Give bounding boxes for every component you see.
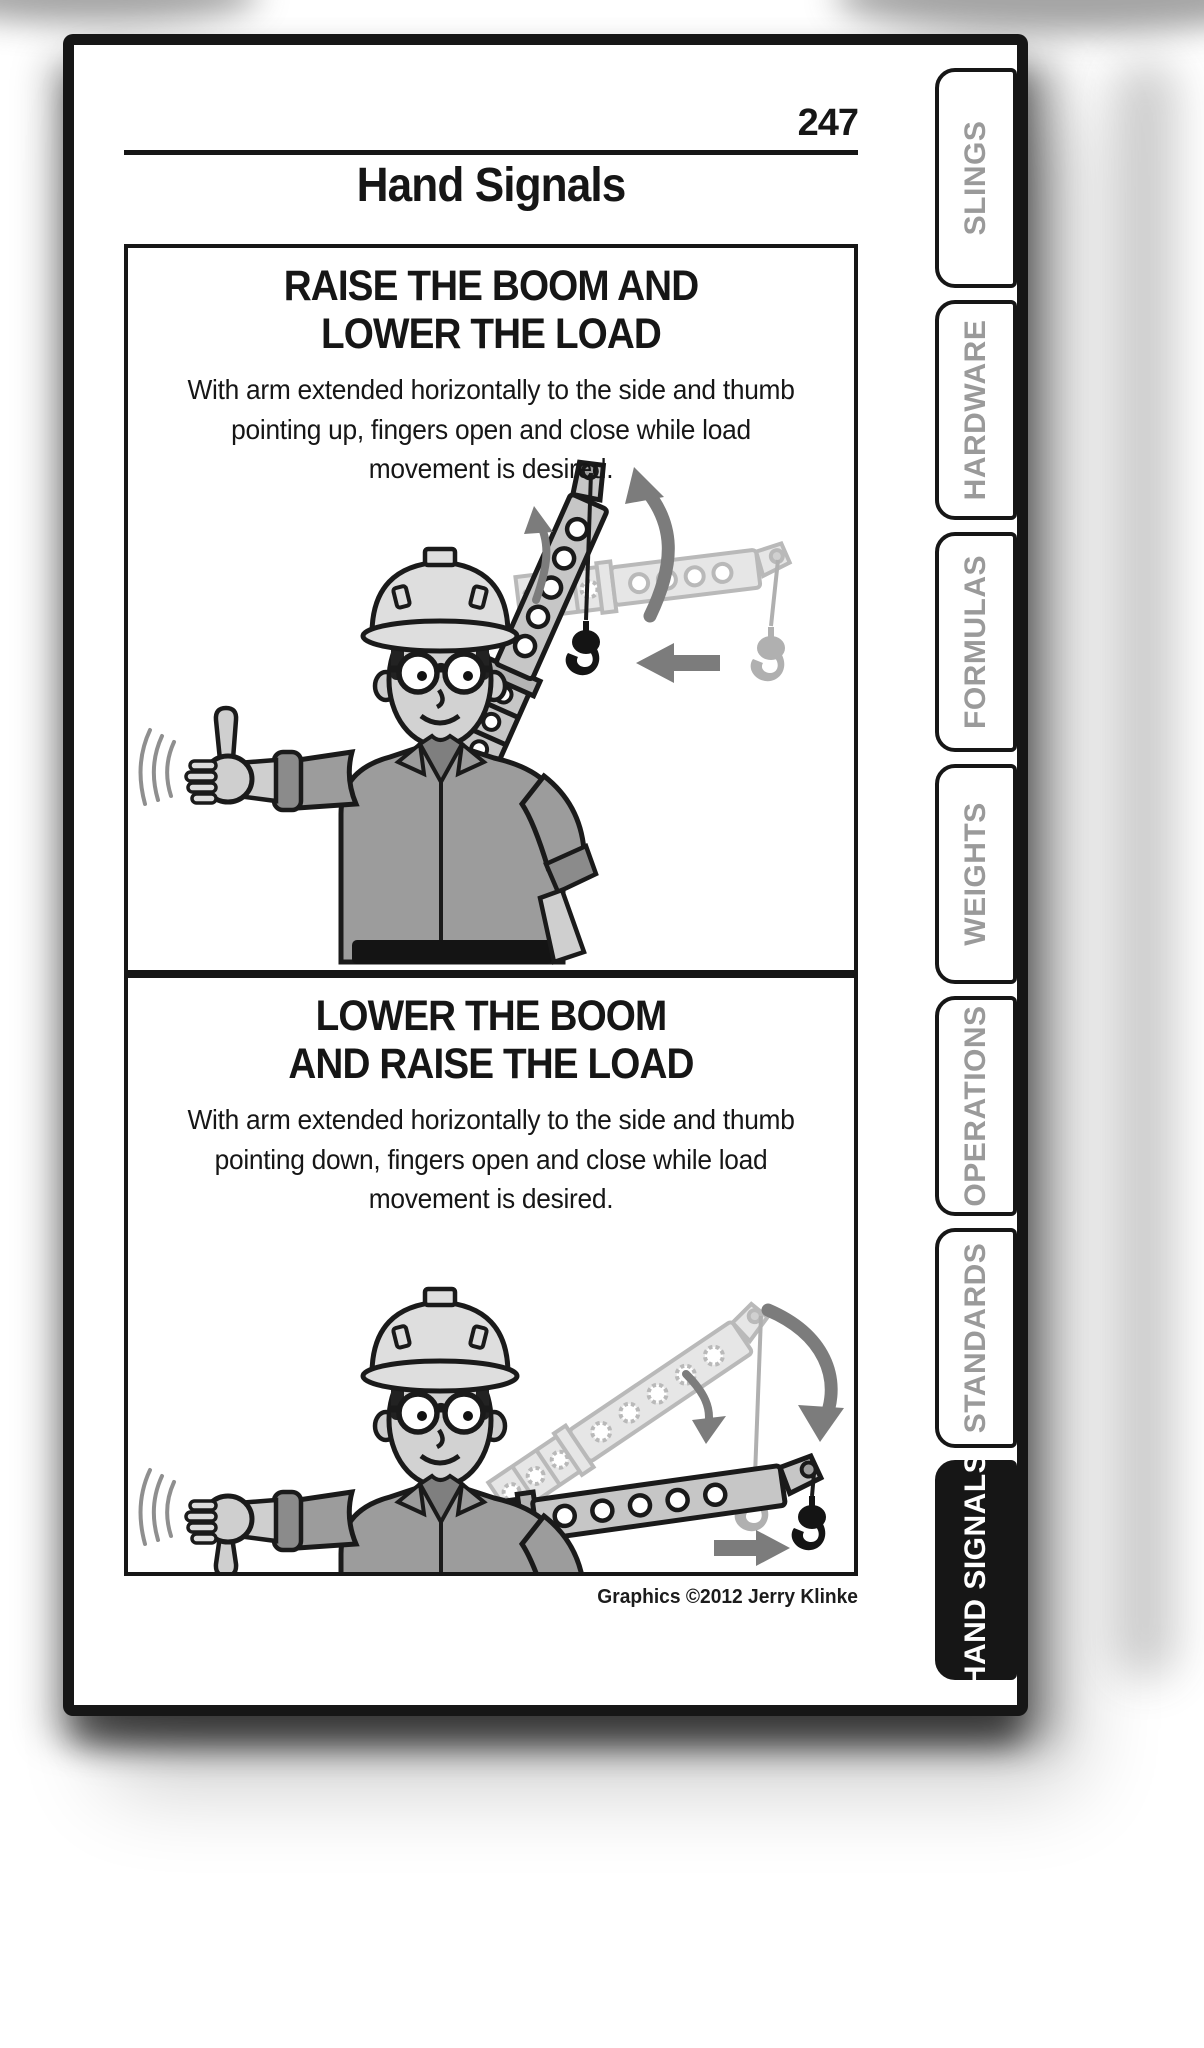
fingers — [186, 1501, 216, 1543]
boom-down-arrow-large — [768, 1310, 844, 1442]
panel-text — [128, 248, 854, 488]
extended-arm-sleeve — [298, 1492, 356, 1548]
tab-operations[interactable] — [935, 996, 1017, 1216]
panel-heading: LOWER THE BOOM AND RAISE THE LOAD — [288, 992, 694, 1089]
tab-label: WEIGHTS — [959, 802, 992, 946]
title-rule — [124, 150, 858, 155]
signal-panel-raise-boom — [124, 244, 858, 974]
photo-shadow-right — [1116, 60, 1176, 1680]
ghost-hoist-line — [755, 1316, 761, 1476]
tab-standards[interactable] — [935, 1228, 1017, 1448]
motion-lines — [141, 1470, 174, 1544]
ghost-hook — [751, 627, 785, 681]
tab-label: SLINGS — [959, 120, 992, 236]
tab-label: STANDARDS — [959, 1242, 992, 1434]
extended-arm-sleeve — [298, 752, 356, 808]
graphics-credit: Graphics ©2012 Jerry Klinke — [597, 1586, 858, 1608]
thumb-up — [216, 708, 236, 760]
signal-panel-lower-boom — [124, 974, 858, 1576]
load-hook — [566, 621, 600, 675]
signal-person-thumb-down — [141, 1289, 584, 1572]
photo-shadow-top-right — [834, 0, 1204, 34]
tab-hardware[interactable] — [935, 300, 1017, 520]
tab-label: FORMULAS — [959, 555, 992, 729]
load-direction-arrow-left — [636, 643, 720, 683]
shirt — [341, 745, 563, 962]
fingers — [186, 761, 216, 803]
load-hook — [792, 1496, 826, 1550]
tab-label: OPERATIONS — [959, 1005, 992, 1207]
panel-description: With arm extended horizontally to the side and thumb pointing down, fingers open and close while load movement is desired. — [187, 1104, 795, 1214]
panel-heading: RAISE THE BOOM AND LOWER THE LOAD — [283, 262, 699, 359]
tab-slings[interactable] — [935, 68, 1017, 288]
tab-hand-signals[interactable] — [935, 1452, 1017, 1688]
tab-weights[interactable] — [935, 764, 1017, 984]
tab-label: HARDWARE — [959, 319, 992, 501]
load-direction-arrow-right — [714, 1530, 790, 1566]
tab-label: HAND SIGNALS — [959, 1452, 992, 1688]
page-number: 247 — [797, 102, 858, 144]
motion-lines — [141, 730, 174, 804]
hoist-line — [812, 1473, 814, 1496]
page-title: Hand Signals — [356, 159, 626, 212]
panel-description: With arm extended horizontally to the side and thumb pointing up, fingers open and close while load movement is desired. — [187, 374, 795, 484]
photo-shadow-top-left — [0, 0, 260, 24]
panel-text — [128, 978, 854, 1218]
tab-formulas[interactable] — [935, 532, 1017, 752]
